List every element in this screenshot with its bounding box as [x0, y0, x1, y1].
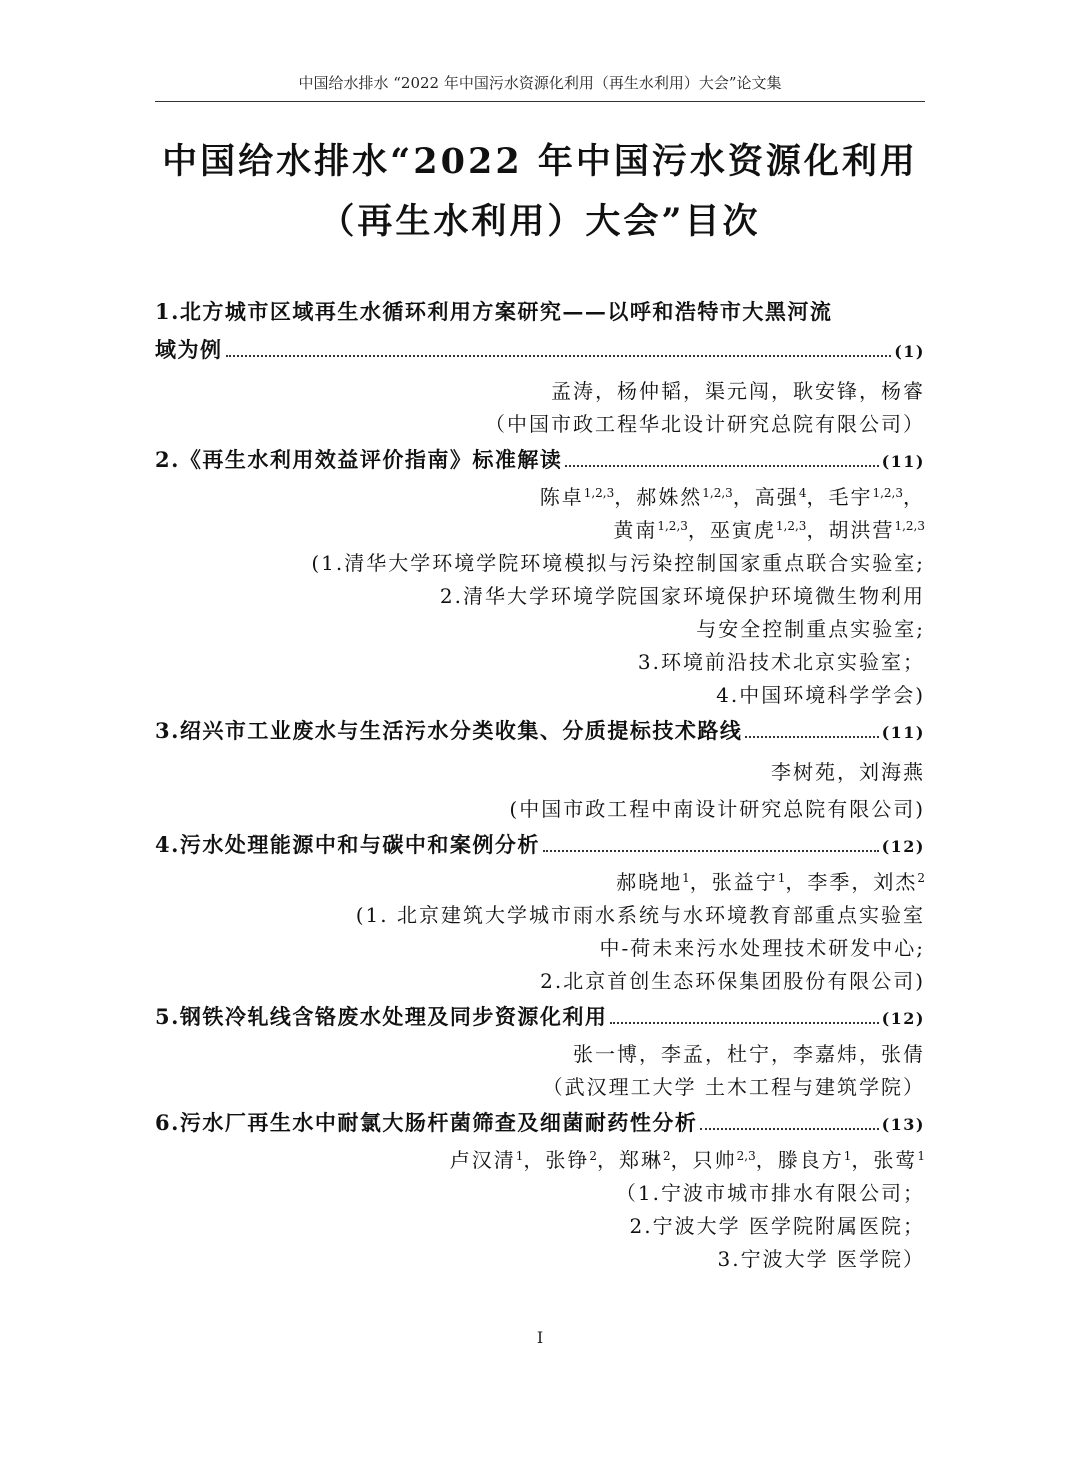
- entry-title[interactable]: [155, 1104, 925, 1144]
- author-affil-sup: 2: [917, 871, 925, 885]
- entry-title[interactable]: [155, 826, 925, 866]
- author-name: 张莺: [873, 1148, 918, 1172]
- page-number: (13): [881, 1115, 925, 1134]
- affiliation-line: 3.环境前沿技术北京实验室；: [637, 650, 925, 674]
- author-name: 胡洪营: [828, 518, 895, 542]
- page-number: (12): [881, 837, 925, 856]
- toc-entry: [155, 712, 925, 826]
- author-affil-sup: 1,2,3: [657, 519, 688, 533]
- author-name: 张益宁: [711, 870, 778, 894]
- title-line-1: 中国给水排水“2022 年中国污水资源化利用: [162, 141, 918, 182]
- author-line: 郝晓地$^1$，张益宁$^1$，李季，刘杰$^2$: [616, 870, 925, 894]
- toc-entry: [155, 293, 925, 441]
- dot-leader: [610, 1022, 878, 1024]
- author-line: 李树苑，刘海燕: [771, 760, 925, 784]
- author-line: 孟涛，杨仲韬，渠元闯，耿安锋，杨睿: [551, 379, 925, 403]
- entry-title-line: 6.污水厂再生水中耐氯大肠杆菌筛查及细菌耐药性分析: [155, 1110, 698, 1135]
- author-affil-sup: 2,3: [736, 1149, 756, 1163]
- toc-entry: [155, 441, 925, 712]
- toc-entry: [155, 826, 925, 998]
- header-rule: [155, 101, 925, 102]
- author-line: 陈卓$^{1,2,3}$，郝姝然$^{1,2,3}$，高强$^4$，毛宇$^{1,2,3}$，: [539, 485, 925, 509]
- author-affil-sup: 2: [662, 1149, 671, 1163]
- entry-title-line: 域为例: [155, 337, 223, 362]
- author-name: 郑琳: [618, 1148, 663, 1172]
- author-affil-sup: 2: [589, 1149, 597, 1163]
- affiliation-line: (1. 北京建筑大学城市雨水系统与水环境教育部重点实验室: [355, 903, 925, 927]
- document-title: [140, 132, 940, 252]
- toc-entry: [155, 998, 925, 1104]
- entry-title-line: 5.钢铁冷轧线含铬废水处理及同步资源化利用: [155, 1004, 608, 1029]
- author-name: 刘杰: [873, 870, 918, 894]
- author-name: 高强: [754, 485, 799, 509]
- dot-leader: [543, 850, 879, 852]
- affiliation-line: 与安全控制重点实验室;: [696, 617, 925, 641]
- entry-title-line: 3.绍兴市工业废水与生活污水分类收集、分质提标技术路线: [155, 718, 743, 743]
- page-number: (1): [894, 342, 925, 361]
- entry-title-line: 4.污水处理能源中和与碳中和案例分析: [155, 832, 540, 857]
- author-affil-sup: 1: [917, 1149, 925, 1163]
- dot-leader: [226, 355, 892, 357]
- author-name: 李季: [807, 870, 852, 894]
- entry-title[interactable]: [155, 441, 925, 481]
- title-line-2: （再生水利用）大会”目次: [319, 201, 761, 242]
- dot-leader: [745, 736, 878, 738]
- author-affil-sup: 1,2,3: [583, 486, 615, 500]
- author-affil-sup: 1,2,3: [872, 486, 903, 500]
- author-affil-sup: 1,2,3: [702, 486, 733, 500]
- affiliation-line: 2.清华大学环境学院国家环境保护环境微生物利用: [439, 584, 925, 608]
- dot-leader: [700, 1128, 878, 1130]
- author-affil-sup: 1: [515, 1149, 524, 1163]
- author-affil-sup: 1,2,3: [894, 519, 925, 533]
- author-line: 卢汉清$^1$，张铮$^2$，郑琳$^2$，只帅$^{2,3}$，滕良方$^1$，张莺$^1$: [449, 1148, 925, 1172]
- affiliation-line: (1.清华大学环境学院环境模拟与污染控制国家重点联合实验室;: [311, 551, 925, 575]
- table-of-contents: [155, 293, 925, 1276]
- dot-leader: [565, 465, 878, 467]
- author-name: 郝姝然: [636, 485, 703, 509]
- affiliation-line: 2.宁波大学 医学院附属医院；: [629, 1214, 925, 1238]
- running-header: 中国给水排水 “2022 年中国污水资源化利用（再生水利用）大会”论文集: [298, 74, 782, 92]
- affiliation-line: （1.宁波市城市排水有限公司；: [615, 1181, 925, 1205]
- author-line: 黄南$^{1,2,3}$，巫寅虎$^{1,2,3}$，胡洪营$^{1,2,3}$: [613, 518, 925, 542]
- author-name: 卢汉清: [449, 1148, 516, 1172]
- entry-title[interactable]: [155, 998, 925, 1038]
- entry-title-line: 1.北方城市区域再生水循环利用方案研究——以呼和浩特市大黑河流: [155, 299, 833, 324]
- author-line: 张一博，李孟，杜宁，李嘉炜，张倩: [573, 1042, 925, 1066]
- affiliation-line: （中国市政工程华北设计研究总院有限公司）: [485, 412, 925, 436]
- affiliation-line: 3.宁波大学 医学院）: [717, 1247, 925, 1271]
- page-number-footer: I: [536, 1328, 544, 1347]
- author-affil-sup: 4: [798, 486, 807, 500]
- affiliation-line: (中国市政工程中南设计研究总院有限公司): [509, 797, 925, 821]
- author-affil-sup: 1: [843, 1149, 852, 1163]
- affiliation-line: （武汉理工大学 土木工程与建筑学院）: [542, 1075, 925, 1099]
- author-affil-sup: 1,2,3: [775, 519, 807, 533]
- author-name: 张铮: [545, 1148, 590, 1172]
- toc-entry: [155, 1104, 925, 1276]
- author-affil-sup: 1: [682, 871, 690, 885]
- author-name: 郝晓地: [616, 870, 683, 894]
- affiliation-line: 中-荷未来污水处理技术研发中心;: [599, 936, 925, 960]
- page-number: (12): [881, 1009, 925, 1028]
- author-name: 黄南: [613, 518, 658, 542]
- author-name: 巫寅虎: [709, 518, 776, 542]
- affiliation-line: 4.中国环境科学学会): [716, 683, 925, 707]
- author-name: 陈卓: [539, 485, 584, 509]
- page-number: (11): [881, 452, 925, 471]
- entry-title[interactable]: [155, 712, 925, 752]
- page-number: (11): [881, 723, 925, 742]
- entry-title[interactable]: [155, 293, 925, 371]
- entry-title-line: 2.《再生水利用效益评价指南》标准解读: [155, 447, 563, 472]
- author-affil-sup: 1: [777, 871, 786, 885]
- author-name: 只帅: [692, 1148, 737, 1172]
- author-name: 滕良方: [777, 1148, 844, 1172]
- affiliation-line: 2.北京首创生态环保集团股份有限公司): [540, 969, 925, 993]
- author-name: 毛宇: [828, 485, 873, 509]
